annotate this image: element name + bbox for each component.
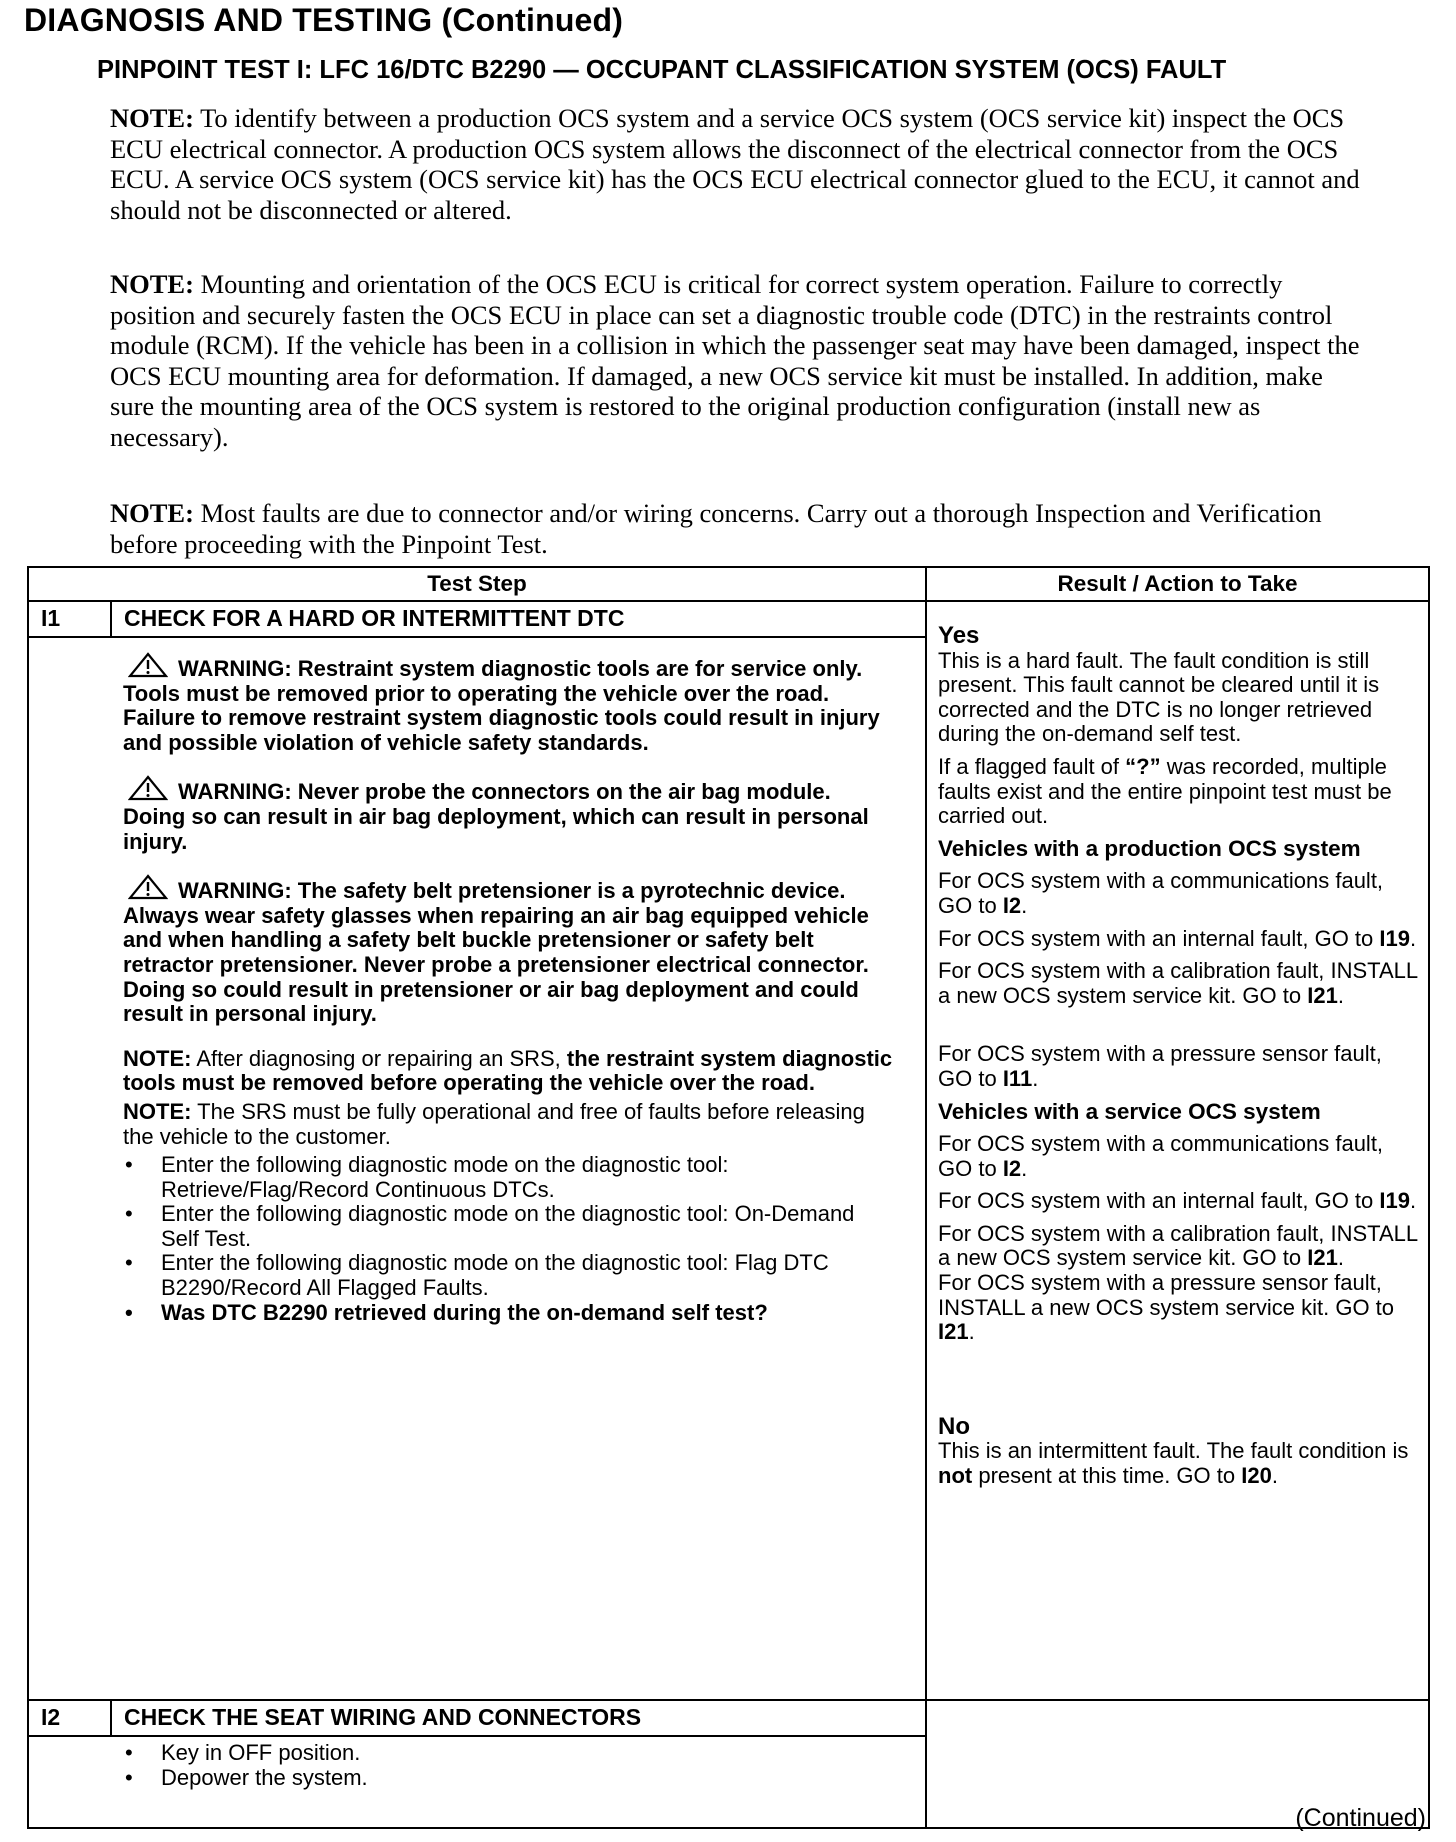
column-header-result: Result / Action to Take — [926, 567, 1429, 601]
goto-link[interactable]: I20 — [1241, 1463, 1272, 1489]
step-title: CHECK THE SEAT WIRING AND CONNECTORS — [111, 1700, 926, 1736]
no-text: This is an intermittent fault. The fault condition is not present at this time. GO to I20. — [938, 1438, 1409, 1489]
page-title: DIAGNOSIS AND TESTING (Continued) — [24, 2, 624, 38]
note-connector — [110, 103, 1370, 225]
step-bullet: • Enter the following diagnostic mode on the diagnostic tool: On-Demand Self Test. — [123, 1202, 895, 1251]
step-question: • Was DTC B2290 retrieved during the on-demand self test? — [123, 1301, 895, 1326]
step-body-i2 — [28, 1736, 926, 1828]
goto-link[interactable]: I2 — [1002, 1155, 1022, 1181]
goto-link[interactable]: I19 — [1379, 1188, 1410, 1214]
note-text: Most faults are due to connector and/or wiring concerns. Carry out a thorough Inspection and Verification before proceeding with the Pinpoint Test. — [110, 498, 1322, 559]
no-label: No — [938, 1412, 971, 1440]
step-body-i1 — [28, 637, 926, 1700]
action-item: For OCS system with a calibration fault, INSTALL a new OCS system service kit. GO to I21. — [938, 958, 1418, 1008]
step-bullet: • Key in OFF position. — [123, 1741, 895, 1766]
warning-triangle-icon — [128, 874, 168, 900]
note-label: NOTE: — [110, 269, 194, 299]
goto-link[interactable]: I19 — [1379, 925, 1410, 951]
note-text: To identify between a production OCS system and a service OCS system (OCS service kit) inspect the OCS ECU electrical connector. A production OCS system allows the disconnect of the electrical connector from the OCS ECU. A service OCS system (OCS service kit) has the OCS ECU electrical connector glued to the ECU, it cannot and should not be disconnected or altered. — [110, 103, 1360, 225]
note-mounting — [110, 269, 1370, 452]
action-item: For OCS system with a communications fault, GO to I2. — [938, 1131, 1384, 1181]
flagged-fault-text: If a flagged fault of “?” was recorded, multiple faults exist and the entire pinpoint test must be carried out. — [938, 753, 1392, 829]
action-item: For OCS system with an internal fault, GO to I19. — [938, 925, 1417, 951]
warning-pretensioner: WARNING: The safety belt pretensioner is a pyrotechnic device. Always wear safety glasses when repairing an air bag equipped vehicle and when handling a safety belt buckle pretensioner or safety belt retractor pretensioner. Never probe a pretensioner electrical connector. Doing so could result in pretensioner or air bag deployment and could result in personal injury. — [123, 874, 895, 1027]
production-ocs-heading: Vehicles with a production OCS system — [938, 835, 1361, 861]
goto-link[interactable]: I11 — [1002, 1065, 1033, 1091]
action-item: For OCS system with a calibration fault, INSTALL a new OCS system service kit. GO to I21. — [938, 1220, 1418, 1271]
pinpoint-test-table — [27, 566, 1430, 1829]
warning-tools: WARNING: Restraint system diagnostic tools are for service only. Tools must be removed prior to operating the vehicle over the road. Failure to remove restraint system diagnostic tools could result in injury and possible violation of vehicle safety standards. — [123, 652, 895, 755]
goto-link[interactable]: I2 — [1002, 892, 1022, 918]
yes-label: Yes — [938, 622, 980, 649]
goto-link[interactable]: I21 — [1307, 982, 1338, 1008]
action-item: For OCS system with a pressure sensor fault, INSTALL a new OCS system service kit. GO to I21. — [938, 1270, 1395, 1345]
goto-link[interactable]: I21 — [938, 1319, 969, 1345]
action-item: For OCS system with an internal fault, GO to I19. — [938, 1188, 1417, 1214]
step-id: I1 — [28, 601, 111, 637]
action-item: For OCS system with a communications fault, GO to I2. — [938, 868, 1384, 918]
goto-link[interactable]: I21 — [1307, 1245, 1338, 1271]
step-bullet: • Depower the system. — [123, 1766, 895, 1791]
yes-text: This is a hard fault. The fault condition is still present. This fault cannot be cleared until it is corrected and the DTC is no longer retrieved during the on-demand self test. — [938, 647, 1380, 747]
step-title: CHECK FOR A HARD OR INTERMITTENT DTC — [111, 601, 926, 637]
pinpoint-test-title: PINPOINT TEST I: LFC 16/DTC B2290 — OCCUPANT CLASSIFICATION SYSTEM (OCS) FAULT — [97, 56, 1227, 84]
note-text: Mounting and orientation of the OCS ECU is critical for correct system operation. Failure to correctly position and securely fasten the OCS ECU in place can set a diagnostic trouble code (DTC) in the restraints control module (RCM). If the vehicle has been in a collision in which the passenger seat may have been damaged, inspect the OCS ECU mounting area for deformation. If damaged, a new OCS service kit must be installed. In addition, make sure the mounting area of the OCS system is restored to the original production configuration (install new as necessary). — [110, 269, 1360, 452]
warning-triangle-icon — [128, 775, 168, 801]
step-bullet: • Enter the following diagnostic mode on the diagnostic tool: Retrieve/Flag/Record Continuous DTCs. — [123, 1153, 895, 1202]
warning-air-bag-probe: WARNING: Never probe the connectors on the air bag module. Doing so can result in air bag deployment, which can result in personal injury. — [123, 775, 895, 854]
note-faults — [110, 498, 1370, 559]
step-id: I2 — [28, 1700, 111, 1736]
result-cell-i1 — [926, 601, 1429, 1700]
service-ocs-heading: Vehicles with a service OCS system — [938, 1098, 1321, 1124]
warning-triangle-icon — [128, 652, 168, 678]
step-bullet: • Enter the following diagnostic mode on the diagnostic tool: Flag DTC B2290/Record All Flagged Faults. — [123, 1251, 895, 1300]
note-label: NOTE: — [110, 498, 194, 528]
continued-label: (Continued) — [1295, 1804, 1426, 1832]
note-label: NOTE: — [110, 103, 194, 133]
action-item: For OCS system with a pressure sensor fault, GO to I11. — [938, 1041, 1382, 1091]
note-srs-operational: NOTE: The SRS must be fully operational and free of faults before releasing the vehicle to the customer. — [123, 1098, 865, 1149]
column-header-test-step: Test Step — [28, 567, 926, 601]
note-srs-tools: NOTE: After diagnosing or repairing an SRS, the restraint system diagnostic tools must be removed before operating the vehicle over the road. — [123, 1045, 893, 1096]
